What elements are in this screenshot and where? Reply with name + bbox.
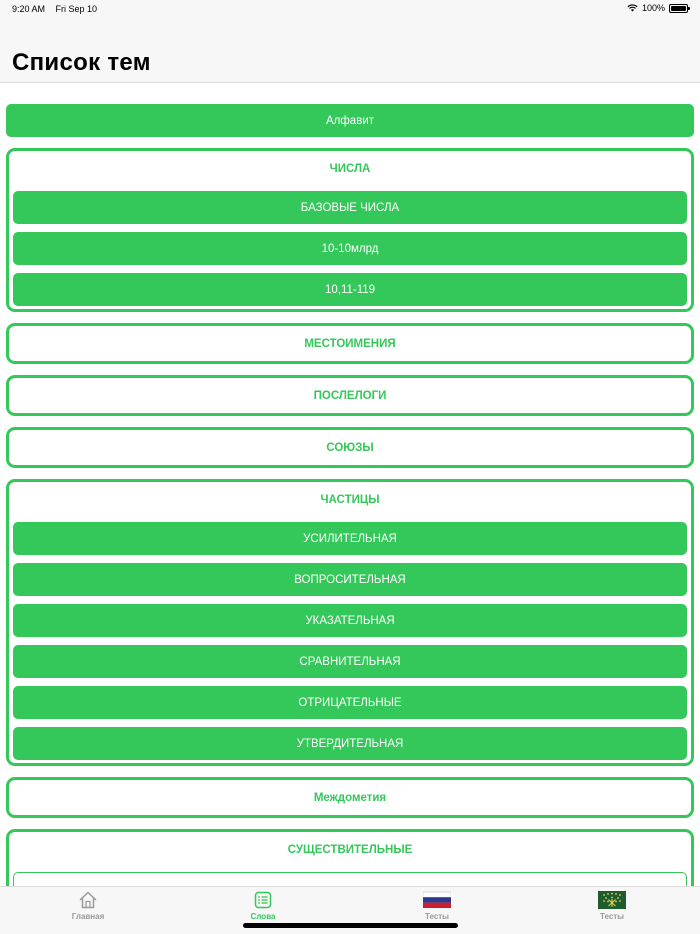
tab-tests-russian[interactable] — [397, 890, 477, 921]
topic-conjunctions-label: СОЮЗЫ — [326, 442, 374, 454]
russian-flag-icon — [423, 890, 451, 910]
subtopic-button[interactable]: 10-10млрд — [13, 232, 687, 265]
topic-group-nouns — [6, 829, 694, 886]
tab-home[interactable] — [48, 890, 128, 921]
adyghe-flag-icon — [598, 890, 626, 910]
subtopic-button[interactable]: БАЗОВЫЕ ЧИСЛА — [13, 191, 687, 224]
topic-group-numbers — [6, 148, 694, 312]
topic-group-particles — [6, 479, 694, 766]
tab-words[interactable] — [223, 890, 303, 921]
subtopic-button[interactable]: УСИЛИТЕЛЬНАЯ — [13, 522, 687, 555]
subtopic-button-partial[interactable] — [13, 872, 687, 886]
topic-alphabet-button[interactable]: Алфавит — [6, 104, 694, 137]
topic-postpositions-button[interactable] — [6, 375, 694, 416]
tab-home-label: Главная — [71, 912, 105, 921]
topic-interjections-label: Междометия — [313, 792, 387, 804]
topic-pronouns-button[interactable] — [6, 323, 694, 364]
navigation-bar — [0, 20, 700, 83]
status-time: 9:20 AM — [12, 4, 46, 14]
subtopic-button[interactable]: ВОПРОСИТЕЛЬНАЯ — [13, 563, 687, 596]
group-title-nouns[interactable]: СУЩЕСТВИТЕЛЬНЫЕ — [287, 844, 413, 856]
subtopic-button[interactable]: 10,11-119 — [13, 273, 687, 306]
status-bar — [0, 0, 700, 20]
topic-list[interactable] — [0, 83, 700, 886]
subtopic-button[interactable]: УТВЕРДИТЕЛЬНАЯ — [13, 727, 687, 760]
tab-tests-adyghe[interactable] — [572, 890, 652, 921]
wifi-icon — [627, 4, 638, 12]
house-icon — [78, 890, 98, 910]
battery-percent: 100% — [641, 3, 665, 13]
subtopic-button[interactable]: ОТРИЦАТЕЛЬНЫЕ — [13, 686, 687, 719]
page-title: Список тем — [12, 49, 151, 76]
group-title-numbers[interactable]: ЧИСЛА — [329, 163, 371, 175]
topic-postpositions-label: ПОСЛЕЛОГИ — [313, 390, 387, 402]
topic-interjections-button[interactable] — [6, 777, 694, 818]
group-title-particles[interactable]: ЧАСТИЦЫ — [320, 494, 380, 506]
subtopic-button[interactable]: СРАВНИТЕЛЬНАЯ — [13, 645, 687, 678]
tab-tests-russian-label: Тесты — [424, 912, 450, 921]
list-icon — [254, 890, 272, 910]
home-indicator[interactable] — [243, 923, 458, 928]
topic-pronouns-label: МЕСТОИМЕНИЯ — [304, 338, 396, 350]
subtopic-button[interactable]: УКАЗАТЕЛЬНАЯ — [13, 604, 687, 637]
topic-conjunctions-button[interactable] — [6, 427, 694, 468]
battery-icon — [669, 4, 688, 13]
tab-words-label: Слова — [250, 912, 276, 921]
tab-tests-adyghe-label: Тесты — [599, 912, 625, 921]
status-date: Fri Sep 10 — [55, 4, 98, 14]
